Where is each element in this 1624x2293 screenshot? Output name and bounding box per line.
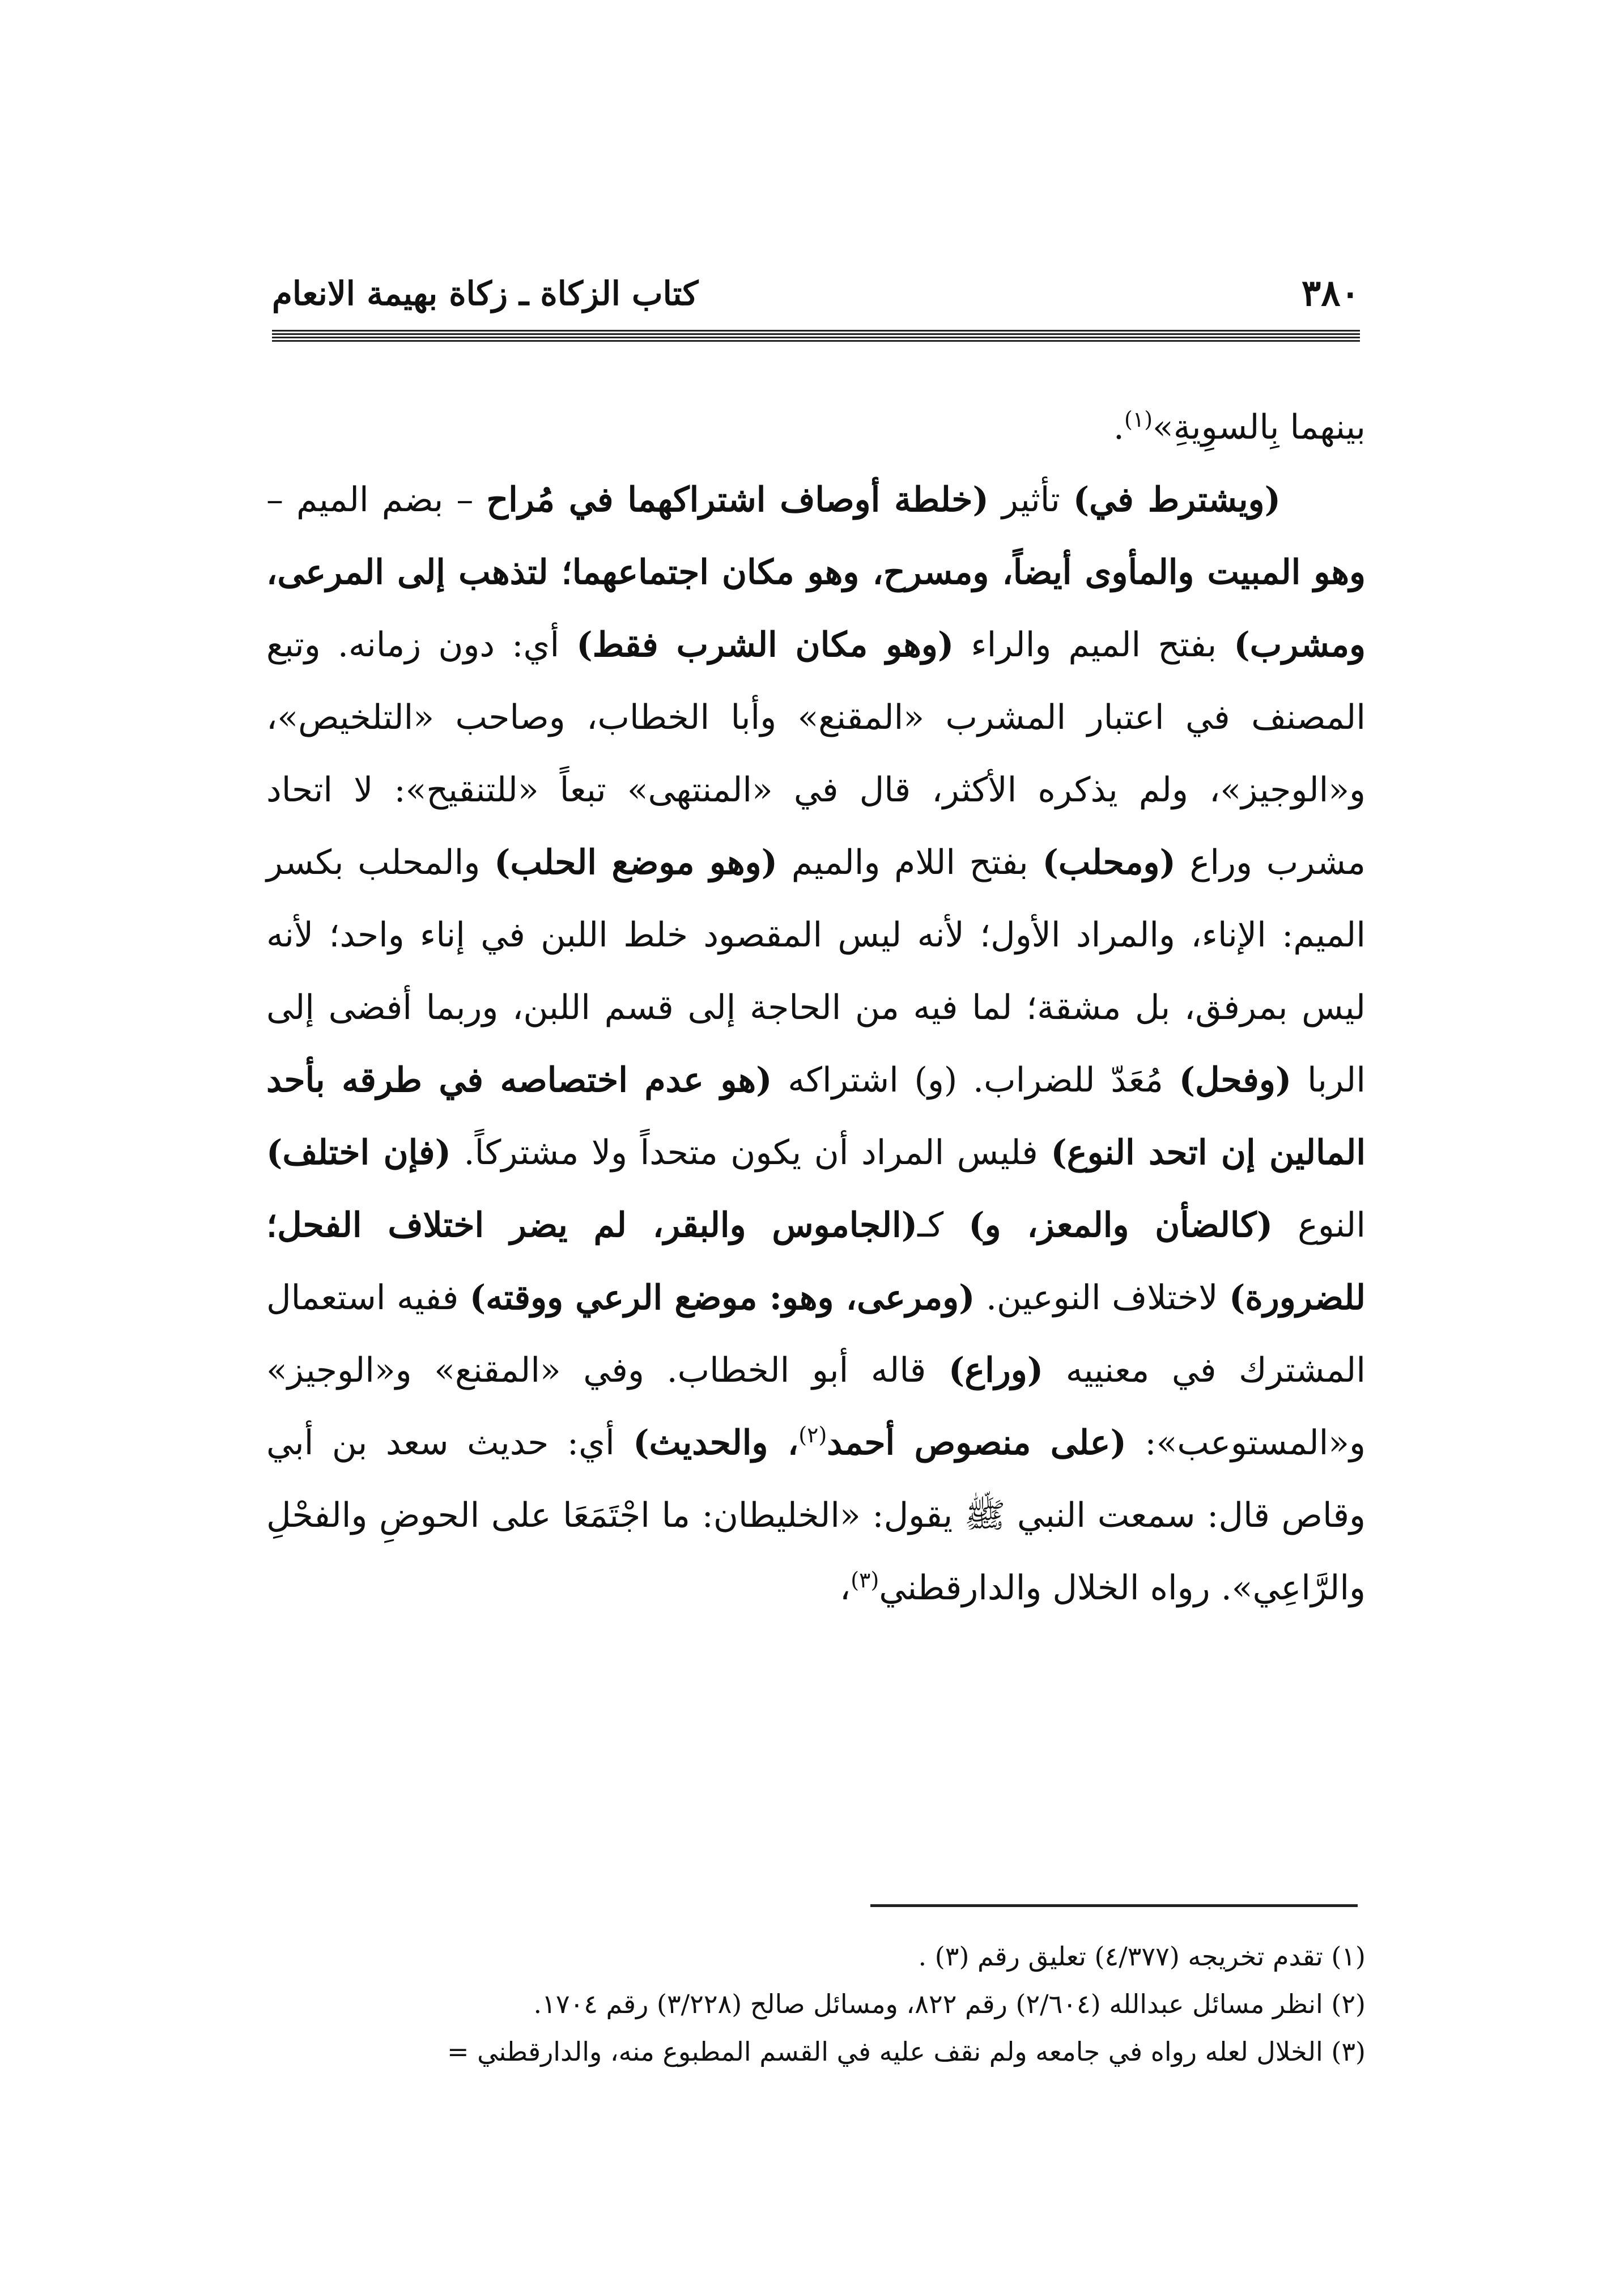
body-text: والمحلب بكسر الميم: الإناء، والمراد الأول؛ لأنه ليس المقصود خلط اللبن في إناء واحد؛ لأنه ليس بمرفق، بل مشقة؛ لما فيه من الحاجة إلى قسم اللبن، وربما أفضى إلى الربا — [266, 843, 1366, 1100]
main-text — [266, 391, 1366, 1624]
body-text: بينهما بِالسوِيةِ» — [1153, 407, 1366, 447]
paragraph — [266, 464, 1366, 1624]
bold-text: (الجاموس والبقر، لم يضر اختلاف الفحل؛ للضرورة) — [266, 1205, 1366, 1318]
body-text: أي: دون زمانه. وتبع المصنف في اعتبار المشرب «المقنع» وأبا الخطاب، وصاحب «التلخيص»، و«الوجيز»، ولم يذكره الأكثر، قال في «المنتهى» تبعاً «للتنقيح»: لا اتحاد مشرب وراع — [266, 625, 1366, 882]
body-text: كـ — [917, 1205, 969, 1245]
bold-text: (ويشترط في) — [1073, 480, 1281, 520]
footnote-marker: (١) — [1124, 407, 1153, 432]
bold-text: ، والحديث) — [633, 1423, 799, 1463]
bold-text: (وراع) — [948, 1351, 1044, 1390]
footnotes — [266, 1933, 1366, 2075]
bold-text: (خلطة أوصاف اشتراكهما في مُراح — [486, 480, 989, 520]
body-text: – بضم الميم – — [266, 480, 487, 520]
body-text: النوع — [1273, 1205, 1366, 1245]
footnote-marker: (٢) — [798, 1422, 827, 1447]
body-text: . — [1113, 407, 1124, 447]
body-text: ففيه استعمال المشترك في معنييه — [266, 1278, 1366, 1390]
footnote-marker: (٣) — [851, 1568, 879, 1593]
page-header — [272, 266, 1360, 321]
body-text: ، — [839, 1568, 851, 1608]
footnote: (١) تقدم تخريجه (٤/٣٧٧) تعليق رقم (٣) . — [918, 1941, 1366, 1972]
footnote: (٣) الخلال لعله رواه في جامعه ولم نقف عليه في القسم المطبوع منه، والدارقطني = — [447, 2036, 1366, 2067]
body-text: قاله أبو الخطاب. وفي «المقنع» و«الوجيز» و«المستوعب»: — [266, 1351, 1366, 1463]
body-text: بفتح الميم والراء — [954, 625, 1234, 665]
bold-text: (وفحل) — [1179, 1060, 1292, 1100]
body-text: أي: حديث سعد بن أبي وقاص قال: سمعت النبي ﷺ يقول: «الخليطان: ما اجْتَمَعَا على الحوضِ والفحْلِ والرَّاعِي». رواه الخلال والدارقطني — [266, 1423, 1366, 1608]
page-number: ٣٨٠ — [1301, 272, 1360, 315]
bold-text: (فإن اختلف) — [266, 1133, 451, 1173]
footnote: (٢) انظر مسائل عبدالله (٢/٦٠٤) رقم ٨٢٢، ومسائل صالح (٣/٢٢٨) رقم ١٧٠٤. — [533, 1989, 1366, 2019]
bold-text: (على منصوص أحمد — [827, 1423, 1126, 1463]
bold-text: (هو عدم اختصاصه في طرقه بأحد المالين إن اتحد النوع) — [266, 1060, 1366, 1173]
footnote-separator — [870, 1904, 1358, 1907]
bold-text: (وهو موضع الحلب) — [494, 843, 778, 882]
bold-text: (وهو مكان الشرب فقط) — [576, 625, 954, 665]
bold-text: (كالضأن والمعز، و) — [968, 1205, 1273, 1245]
body-text: لاختلاف النوعين. — [975, 1278, 1229, 1318]
paragraph — [266, 391, 1366, 464]
body-text: فليس المراد أن يكون متحداً ولا مشتركاً. — [451, 1133, 1051, 1173]
bold-text: (ومرعى، وهو: موضع الرعي ووقته) — [469, 1278, 975, 1318]
body-text: بفتح اللام والميم — [777, 843, 1043, 882]
header-rule — [272, 330, 1360, 343]
bold-text: (ومحلب) — [1042, 843, 1176, 882]
body-text: مُعَدّ للضراب. (و) اشتراكه — [772, 1060, 1179, 1100]
bold-text: وهو المبيت والمأوى أيضاً، ومسرح، وهو مكان اجتماعهما؛ لتذهب إلى المرعى، ومشرب) — [266, 553, 1366, 665]
running-title: كتاب الزكاة ـ زكاة بهيمة الانعام — [272, 274, 699, 313]
body-text: تأثير — [988, 480, 1073, 520]
